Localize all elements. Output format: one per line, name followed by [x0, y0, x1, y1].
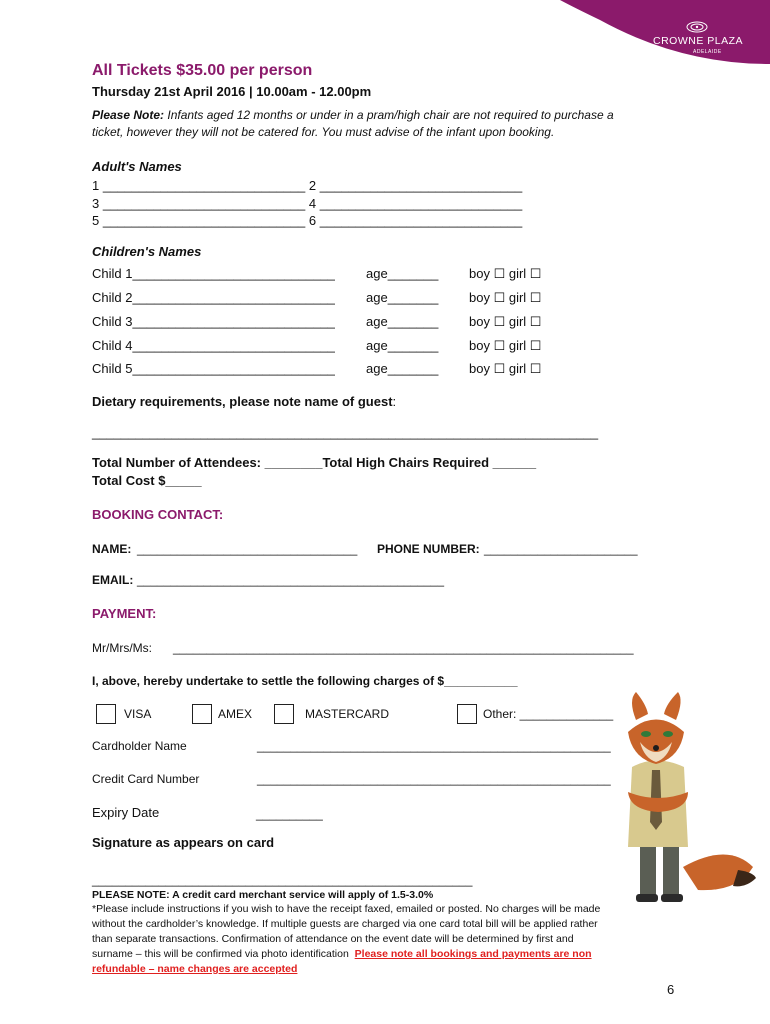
undertake-statement[interactable]: I, above, hereby undertake to settle the following charges of $___________	[92, 674, 518, 688]
dietary-label-text: Dietary requirements, please note name of guest	[92, 394, 393, 409]
child-age-1[interactable]: age_______	[366, 266, 439, 281]
total-cost[interactable]: Total Cost $_____	[92, 473, 202, 488]
child-gender-1[interactable]: boy ☐ girl ☐	[469, 266, 542, 281]
totals-line-1[interactable]: Total Number of Attendees: ________Total High Chairs Required ______	[92, 455, 537, 470]
booking-phone-input[interactable]: _______________________	[484, 542, 638, 556]
other-checkbox[interactable]	[457, 704, 477, 724]
payment-heading: PAYMENT:	[92, 606, 157, 621]
dietary-line[interactable]: ______________________________________________________________________	[92, 425, 599, 440]
mastercard-label: MASTERCARD	[305, 707, 390, 721]
refund-warning-1: Please note all bookings and payments are non	[354, 948, 592, 960]
salutation-input[interactable]: _____________________________________________________________________	[173, 641, 634, 655]
visa-label: VISA	[124, 707, 152, 721]
salutation-label: Mr/Mrs/Ms:	[92, 641, 152, 655]
child-age-4[interactable]: age_______	[366, 338, 439, 353]
mastercard-checkbox[interactable]	[274, 704, 294, 724]
booking-email-input[interactable]: ______________________________________________	[137, 573, 444, 587]
child-age-2[interactable]: age_______	[366, 290, 439, 305]
adult-row-1[interactable]: 1 ____________________________ 2 ____________________________	[92, 178, 523, 193]
note-label: Please Note:	[92, 108, 165, 122]
dietary-colon: :	[392, 394, 397, 409]
footer-line-4	[92, 948, 592, 960]
crown-logo-icon	[686, 21, 708, 33]
booking-heading: BOOKING CONTACT:	[92, 507, 224, 522]
card-number-input[interactable]: _____________________________________________________	[257, 772, 611, 786]
child-age-3[interactable]: age_______	[366, 314, 439, 329]
child-gender-4[interactable]: boy ☐ girl ☐	[469, 338, 542, 353]
children-heading: Children's Names	[92, 244, 202, 259]
amex-label: AMEX	[218, 707, 253, 721]
adult-row-2[interactable]: 3 ____________________________ 4 ____________________________	[92, 196, 523, 211]
signature-label: Signature as appears on card	[92, 835, 275, 850]
child-gender-5[interactable]: boy ☐ girl ☐	[469, 361, 542, 376]
footer-line-1: *Please include instructions if you wish to have the receipt faxed, emailed or posted. No charges will be made	[92, 903, 601, 915]
child-name-3[interactable]: Child 3____________________________	[92, 314, 335, 329]
refund-warning-2: refundable – name changes are accepted	[92, 963, 298, 975]
page-number: 6	[667, 982, 675, 997]
cardholder-input[interactable]: _____________________________________________________	[257, 739, 611, 753]
adult-row-3[interactable]: 5 ____________________________ 6 ____________________________	[92, 213, 523, 228]
amex-checkbox[interactable]	[192, 704, 212, 724]
other-input[interactable]: Other: ______________	[483, 707, 614, 721]
brand-location: ADELAIDE	[693, 49, 722, 55]
adults-heading: Adult's Names	[92, 159, 182, 174]
footer-last-line: surname – this will be confirmed via photo identification	[92, 948, 349, 960]
footer-line-3: than separate transactions. Confirmation of attendance on the event date will be determined by first and	[92, 933, 574, 945]
card-number-label: Credit Card Number	[92, 772, 200, 786]
child-name-1[interactable]: Child 1____________________________	[92, 266, 335, 281]
child-gender-2[interactable]: boy ☐ girl ☐	[469, 290, 542, 305]
note-line-2: ticket, however they will not be catered for. You must advise of the infant upon booking.	[92, 125, 555, 139]
cardholder-label: Cardholder Name	[92, 739, 187, 753]
merchant-fee-notice: PLEASE NOTE: A credit card merchant service will apply of 1.5-3.0%	[92, 889, 434, 901]
page-title: All Tickets $35.00 per person	[92, 62, 313, 79]
booking-phone-label: PHONE NUMBER:	[377, 542, 480, 556]
child-name-2[interactable]: Child 2____________________________	[92, 290, 335, 305]
footer-line-2: without the cardholder’s knowledge. If multiple guests are charged via one card total bill will be applied rather	[92, 918, 598, 930]
fox-character-illustration	[588, 692, 763, 917]
expiry-label: Expiry Date	[92, 805, 160, 820]
signature-line[interactable]: _________________________________________________________	[92, 873, 473, 887]
booking-name-input[interactable]: _________________________________	[137, 542, 358, 556]
visa-checkbox[interactable]	[96, 704, 116, 724]
booking-name-label: NAME:	[92, 542, 132, 556]
child-name-5[interactable]: Child 5____________________________	[92, 361, 335, 376]
child-name-4[interactable]: Child 4____________________________	[92, 338, 335, 353]
expiry-input[interactable]: __________	[256, 807, 323, 821]
child-age-5[interactable]: age_______	[366, 361, 439, 376]
note-text-1: Infants aged 12 months or under in a pram/high chair are not required to purchase a	[164, 108, 614, 122]
event-date: Thursday 21st April 2016 | 10.00am - 12.00pm	[92, 84, 372, 99]
child-gender-3[interactable]: boy ☐ girl ☐	[469, 314, 542, 329]
booking-email-label: EMAIL:	[92, 573, 134, 587]
brand-name: CROWNE PLAZA	[653, 35, 744, 47]
note-line-1	[92, 108, 614, 122]
dietary-label	[92, 394, 396, 409]
